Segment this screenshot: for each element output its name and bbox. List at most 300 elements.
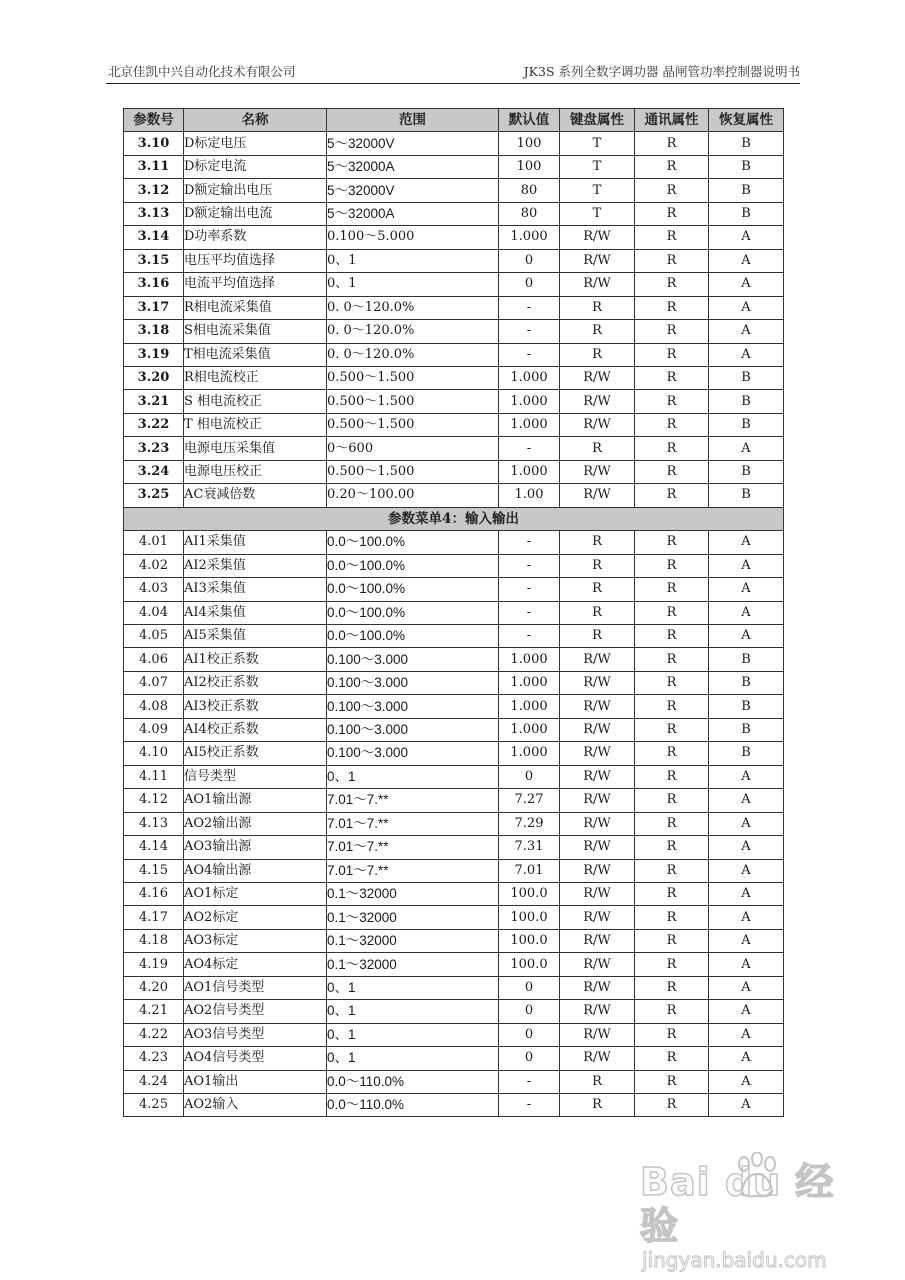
table-row bbox=[124, 742, 784, 765]
param-range-cell: 0.100～3.000 bbox=[327, 648, 499, 671]
param-no-cell: 4.14 bbox=[124, 836, 184, 859]
keyboard-attr-cell: R/W bbox=[560, 460, 635, 483]
param-range-cell: 0. 0～120.0% bbox=[327, 343, 499, 366]
keyboard-attr-cell: R bbox=[560, 601, 635, 624]
table-row bbox=[124, 554, 784, 577]
restore-attr-cell: B bbox=[709, 132, 784, 155]
param-no-cell: 3.22 bbox=[124, 413, 184, 436]
param-range-cell: 0. 0～120.0% bbox=[327, 320, 499, 343]
table-row bbox=[124, 882, 784, 905]
param-range-cell: 7.01～7.** bbox=[327, 836, 499, 859]
param-range-cell: 0.0～110.0% bbox=[327, 1094, 499, 1117]
keyboard-attr-cell: R/W bbox=[560, 413, 635, 436]
param-default-cell: 1.000 bbox=[499, 695, 560, 718]
param-range-cell: 0.0～100.0% bbox=[327, 601, 499, 624]
comm-attr-cell: R bbox=[635, 789, 709, 812]
param-no-cell: 4.24 bbox=[124, 1070, 184, 1093]
restore-attr-cell: A bbox=[709, 226, 784, 249]
param-no-cell: 4.22 bbox=[124, 1023, 184, 1046]
keyboard-attr-cell: R/W bbox=[560, 366, 635, 389]
comm-attr-cell: R bbox=[635, 531, 709, 554]
param-default-cell: 1.000 bbox=[499, 648, 560, 671]
comm-attr-cell: R bbox=[635, 695, 709, 718]
keyboard-attr-cell: R/W bbox=[560, 484, 635, 507]
param-no-cell: 3.13 bbox=[124, 202, 184, 225]
param-default-cell: 1.000 bbox=[499, 390, 560, 413]
table-row bbox=[124, 343, 784, 366]
comm-attr-cell: R bbox=[635, 976, 709, 999]
keyboard-attr-cell: R bbox=[560, 1094, 635, 1117]
restore-attr-cell: A bbox=[709, 1023, 784, 1046]
param-range-cell: 5～32000A bbox=[327, 155, 499, 178]
param-range-cell: 0、1 bbox=[327, 1023, 499, 1046]
param-default-cell: - bbox=[499, 1094, 560, 1117]
comm-attr-cell: R bbox=[635, 273, 709, 296]
param-no-cell: 3.10 bbox=[124, 132, 184, 155]
param-name-cell: AO2输出源 bbox=[184, 812, 327, 835]
restore-attr-cell: B bbox=[709, 390, 784, 413]
param-default-cell: 0 bbox=[499, 765, 560, 788]
keyboard-attr-cell: R/W bbox=[560, 742, 635, 765]
keyboard-attr-cell: T bbox=[560, 155, 635, 178]
param-no-cell: 3.12 bbox=[124, 179, 184, 202]
param-default-cell: - bbox=[499, 1070, 560, 1093]
keyboard-attr-cell: R/W bbox=[560, 1047, 635, 1070]
param-name-cell: D标定电压 bbox=[184, 132, 327, 155]
restore-attr-cell: A bbox=[709, 765, 784, 788]
column-header-keyboard-attr: 键盘属性 bbox=[560, 109, 635, 132]
table-row bbox=[124, 648, 784, 671]
param-range-cell: 0.100～3.000 bbox=[327, 742, 499, 765]
param-default-cell: 100.0 bbox=[499, 882, 560, 905]
keyboard-attr-cell: R/W bbox=[560, 953, 635, 976]
keyboard-attr-cell: R/W bbox=[560, 390, 635, 413]
param-name-cell: AI4校正系数 bbox=[184, 718, 327, 741]
restore-attr-cell: B bbox=[709, 742, 784, 765]
param-no-cell: 3.25 bbox=[124, 484, 184, 507]
table-row bbox=[124, 953, 784, 976]
comm-attr-cell: R bbox=[635, 812, 709, 835]
table-row bbox=[124, 273, 784, 296]
table-row bbox=[124, 929, 784, 952]
param-no-cell: 4.17 bbox=[124, 906, 184, 929]
param-no-cell: 4.01 bbox=[124, 531, 184, 554]
param-name-cell: AI5采集值 bbox=[184, 624, 327, 647]
keyboard-attr-cell: R bbox=[560, 554, 635, 577]
param-name-cell: AO2信号类型 bbox=[184, 1000, 327, 1023]
table-row bbox=[124, 437, 784, 460]
param-range-cell: 0、1 bbox=[327, 1000, 499, 1023]
param-range-cell: 0.100～3.000 bbox=[327, 695, 499, 718]
table-row bbox=[124, 531, 784, 554]
table-row bbox=[124, 859, 784, 882]
param-range-cell: 0.100～3.000 bbox=[327, 718, 499, 741]
param-default-cell: 1.000 bbox=[499, 413, 560, 436]
param-name-cell: AI2采集值 bbox=[184, 554, 327, 577]
param-range-cell: 5～32000V bbox=[327, 179, 499, 202]
param-default-cell: - bbox=[499, 601, 560, 624]
keyboard-attr-cell: T bbox=[560, 132, 635, 155]
param-name-cell: R相电流采集值 bbox=[184, 296, 327, 319]
keyboard-attr-cell: R bbox=[560, 437, 635, 460]
restore-attr-cell: A bbox=[709, 976, 784, 999]
comm-attr-cell: R bbox=[635, 1070, 709, 1093]
param-name-cell: 信号类型 bbox=[184, 765, 327, 788]
company-name: 北京佳凯中兴自动化技术有限公司 bbox=[108, 64, 296, 79]
comm-attr-cell: R bbox=[635, 390, 709, 413]
comm-attr-cell: R bbox=[635, 484, 709, 507]
table-row bbox=[124, 695, 784, 718]
comm-attr-cell: R bbox=[635, 1094, 709, 1117]
restore-attr-cell: A bbox=[709, 1094, 784, 1117]
param-range-cell: 0、1 bbox=[327, 765, 499, 788]
param-range-cell: 0.500～1.500 bbox=[327, 366, 499, 389]
param-default-cell: 1.00 bbox=[499, 484, 560, 507]
restore-attr-cell: B bbox=[709, 366, 784, 389]
param-range-cell: 7.01～7.** bbox=[327, 812, 499, 835]
table-row bbox=[124, 1023, 784, 1046]
param-name-cell: AO1输出源 bbox=[184, 789, 327, 812]
keyboard-attr-cell: R/W bbox=[560, 929, 635, 952]
restore-attr-cell: B bbox=[709, 695, 784, 718]
param-no-cell: 4.19 bbox=[124, 953, 184, 976]
param-range-cell: 0.1～32000 bbox=[327, 906, 499, 929]
column-header-param-no: 参数号 bbox=[124, 109, 184, 132]
param-default-cell: - bbox=[499, 624, 560, 647]
table-row bbox=[124, 249, 784, 272]
param-no-cell: 3.19 bbox=[124, 343, 184, 366]
keyboard-attr-cell: R/W bbox=[560, 789, 635, 812]
param-range-cell: 0.500～1.500 bbox=[327, 390, 499, 413]
restore-attr-cell: B bbox=[709, 179, 784, 202]
param-no-cell: 4.02 bbox=[124, 554, 184, 577]
table-header-row bbox=[124, 109, 784, 132]
restore-attr-cell: A bbox=[709, 953, 784, 976]
param-name-cell: AO1信号类型 bbox=[184, 976, 327, 999]
paw-icon bbox=[732, 1152, 782, 1200]
table-row bbox=[124, 1070, 784, 1093]
keyboard-attr-cell: R bbox=[560, 578, 635, 601]
column-header-comm-attr: 通讯属性 bbox=[635, 109, 709, 132]
comm-attr-cell: R bbox=[635, 578, 709, 601]
comm-attr-cell: R bbox=[635, 859, 709, 882]
restore-attr-cell: A bbox=[709, 578, 784, 601]
restore-attr-cell: A bbox=[709, 1000, 784, 1023]
param-default-cell: 0 bbox=[499, 249, 560, 272]
comm-attr-cell: R bbox=[635, 929, 709, 952]
restore-attr-cell: B bbox=[709, 202, 784, 225]
param-name-cell: S相电流采集值 bbox=[184, 320, 327, 343]
table-row bbox=[124, 601, 784, 624]
comm-attr-cell: R bbox=[635, 296, 709, 319]
param-no-cell: 3.11 bbox=[124, 155, 184, 178]
param-no-cell: 4.13 bbox=[124, 812, 184, 835]
keyboard-attr-cell: R/W bbox=[560, 836, 635, 859]
table-row bbox=[124, 155, 784, 178]
param-range-cell: 0.20～100.00 bbox=[327, 484, 499, 507]
param-range-cell: 0.0～110.0% bbox=[327, 1070, 499, 1093]
param-default-cell: 7.31 bbox=[499, 836, 560, 859]
comm-attr-cell: R bbox=[635, 320, 709, 343]
param-range-cell: 0. 0～120.0% bbox=[327, 296, 499, 319]
keyboard-attr-cell: R bbox=[560, 343, 635, 366]
table-row bbox=[124, 1000, 784, 1023]
param-no-cell: 4.07 bbox=[124, 671, 184, 694]
param-default-cell: 0 bbox=[499, 1047, 560, 1070]
keyboard-attr-cell: R/W bbox=[560, 1023, 635, 1046]
restore-attr-cell: A bbox=[709, 1047, 784, 1070]
param-no-cell: 4.23 bbox=[124, 1047, 184, 1070]
page-header bbox=[106, 62, 800, 84]
param-default-cell: 80 bbox=[499, 179, 560, 202]
param-range-cell: 0.100～5.000 bbox=[327, 226, 499, 249]
table-row bbox=[124, 390, 784, 413]
param-name-cell: D额定输出电流 bbox=[184, 202, 327, 225]
restore-attr-cell: B bbox=[709, 155, 784, 178]
table-row bbox=[124, 976, 784, 999]
baidu-jingyan-watermark bbox=[640, 1160, 870, 1272]
param-range-cell: 0.500～1.500 bbox=[327, 413, 499, 436]
comm-attr-cell: R bbox=[635, 413, 709, 436]
keyboard-attr-cell: R/W bbox=[560, 249, 635, 272]
restore-attr-cell: B bbox=[709, 648, 784, 671]
param-name-cell: AO2标定 bbox=[184, 906, 327, 929]
keyboard-attr-cell: R bbox=[560, 624, 635, 647]
comm-attr-cell: R bbox=[635, 648, 709, 671]
table-row bbox=[124, 132, 784, 155]
keyboard-attr-cell: R/W bbox=[560, 648, 635, 671]
param-name-cell: T 相电流校正 bbox=[184, 413, 327, 436]
param-default-cell: 100 bbox=[499, 155, 560, 178]
param-no-cell: 3.23 bbox=[124, 437, 184, 460]
comm-attr-cell: R bbox=[635, 1047, 709, 1070]
param-range-cell: 0、1 bbox=[327, 1047, 499, 1070]
param-range-cell: 0～600 bbox=[327, 437, 499, 460]
param-no-cell: 4.12 bbox=[124, 789, 184, 812]
param-default-cell: 1.000 bbox=[499, 742, 560, 765]
table-row bbox=[124, 671, 784, 694]
param-name-cell: AI3校正系数 bbox=[184, 695, 327, 718]
comm-attr-cell: R bbox=[635, 671, 709, 694]
param-name-cell: S 相电流校正 bbox=[184, 390, 327, 413]
keyboard-attr-cell: R/W bbox=[560, 906, 635, 929]
param-name-cell: 电压平均值选择 bbox=[184, 249, 327, 272]
comm-attr-cell: R bbox=[635, 155, 709, 178]
restore-attr-cell: A bbox=[709, 812, 784, 835]
keyboard-attr-cell: R/W bbox=[560, 765, 635, 788]
param-no-cell: 3.15 bbox=[124, 249, 184, 272]
restore-attr-cell: A bbox=[709, 296, 784, 319]
param-default-cell: 7.29 bbox=[499, 812, 560, 835]
keyboard-attr-cell: R/W bbox=[560, 976, 635, 999]
param-name-cell: AO4标定 bbox=[184, 953, 327, 976]
param-no-cell: 4.03 bbox=[124, 578, 184, 601]
param-name-cell: AI5校正系数 bbox=[184, 742, 327, 765]
param-default-cell: - bbox=[499, 343, 560, 366]
restore-attr-cell: A bbox=[709, 343, 784, 366]
comm-attr-cell: R bbox=[635, 882, 709, 905]
restore-attr-cell: B bbox=[709, 413, 784, 436]
keyboard-attr-cell: R/W bbox=[560, 1000, 635, 1023]
restore-attr-cell: A bbox=[709, 836, 784, 859]
table-row bbox=[124, 366, 784, 389]
restore-attr-cell: A bbox=[709, 624, 784, 647]
param-name-cell: 电流平均值选择 bbox=[184, 273, 327, 296]
section-header-row bbox=[124, 507, 784, 530]
restore-attr-cell: B bbox=[709, 484, 784, 507]
table-row bbox=[124, 320, 784, 343]
param-default-cell: 1.000 bbox=[499, 226, 560, 249]
param-range-cell: 0.100～3.000 bbox=[327, 671, 499, 694]
param-default-cell: 7.01 bbox=[499, 859, 560, 882]
param-no-cell: 4.10 bbox=[124, 742, 184, 765]
param-name-cell: AO1标定 bbox=[184, 882, 327, 905]
param-default-cell: 80 bbox=[499, 202, 560, 225]
param-range-cell: 0.0～100.0% bbox=[327, 531, 499, 554]
param-no-cell: 4.15 bbox=[124, 859, 184, 882]
restore-attr-cell: A bbox=[709, 859, 784, 882]
param-range-cell: 0.1～32000 bbox=[327, 929, 499, 952]
comm-attr-cell: R bbox=[635, 554, 709, 577]
table-row bbox=[124, 718, 784, 741]
param-default-cell: - bbox=[499, 296, 560, 319]
param-no-cell: 3.20 bbox=[124, 366, 184, 389]
keyboard-attr-cell: R bbox=[560, 1070, 635, 1093]
param-no-cell: 3.14 bbox=[124, 226, 184, 249]
table-body bbox=[124, 132, 784, 1117]
restore-attr-cell: B bbox=[709, 718, 784, 741]
table-row bbox=[124, 1094, 784, 1117]
keyboard-attr-cell: R/W bbox=[560, 859, 635, 882]
comm-attr-cell: R bbox=[635, 765, 709, 788]
restore-attr-cell: A bbox=[709, 531, 784, 554]
table-row bbox=[124, 296, 784, 319]
param-name-cell: D标定电流 bbox=[184, 155, 327, 178]
param-default-cell: 1.000 bbox=[499, 718, 560, 741]
comm-attr-cell: R bbox=[635, 906, 709, 929]
param-no-cell: 4.11 bbox=[124, 765, 184, 788]
comm-attr-cell: R bbox=[635, 437, 709, 460]
keyboard-attr-cell: R/W bbox=[560, 226, 635, 249]
table-row bbox=[124, 1047, 784, 1070]
column-header-range: 范围 bbox=[327, 109, 499, 132]
table-row bbox=[124, 202, 784, 225]
param-name-cell: AO3标定 bbox=[184, 929, 327, 952]
comm-attr-cell: R bbox=[635, 226, 709, 249]
param-default-cell: 0 bbox=[499, 1000, 560, 1023]
param-default-cell: 100.0 bbox=[499, 929, 560, 952]
param-range-cell: 7.01～7.** bbox=[327, 789, 499, 812]
keyboard-attr-cell: R/W bbox=[560, 671, 635, 694]
column-header-name: 名称 bbox=[184, 109, 327, 132]
comm-attr-cell: R bbox=[635, 624, 709, 647]
restore-attr-cell: A bbox=[709, 601, 784, 624]
param-default-cell: - bbox=[499, 437, 560, 460]
param-name-cell: T相电流采集值 bbox=[184, 343, 327, 366]
watermark-logo: Bai du 经验 bbox=[640, 1160, 835, 1248]
param-name-cell: AO4输出源 bbox=[184, 859, 327, 882]
comm-attr-cell: R bbox=[635, 742, 709, 765]
param-no-cell: 4.16 bbox=[124, 882, 184, 905]
param-name-cell: AI2校正系数 bbox=[184, 671, 327, 694]
param-no-cell: 4.09 bbox=[124, 718, 184, 741]
param-no-cell: 3.21 bbox=[124, 390, 184, 413]
param-no-cell: 4.08 bbox=[124, 695, 184, 718]
param-name-cell: 电源电压采集值 bbox=[184, 437, 327, 460]
keyboard-attr-cell: R/W bbox=[560, 695, 635, 718]
param-default-cell: 100 bbox=[499, 132, 560, 155]
param-name-cell: AI1校正系数 bbox=[184, 648, 327, 671]
param-default-cell: 100.0 bbox=[499, 953, 560, 976]
param-default-cell: 0 bbox=[499, 976, 560, 999]
param-no-cell: 4.05 bbox=[124, 624, 184, 647]
param-no-cell: 4.20 bbox=[124, 976, 184, 999]
param-no-cell: 4.25 bbox=[124, 1094, 184, 1117]
table-row bbox=[124, 624, 784, 647]
param-no-cell: 3.16 bbox=[124, 273, 184, 296]
param-name-cell: AI4采集值 bbox=[184, 601, 327, 624]
param-name-cell: AI3采集值 bbox=[184, 578, 327, 601]
comm-attr-cell: R bbox=[635, 249, 709, 272]
comm-attr-cell: R bbox=[635, 202, 709, 225]
param-range-cell: 0.0～100.0% bbox=[327, 624, 499, 647]
table-row bbox=[124, 484, 784, 507]
parameter-table bbox=[123, 108, 784, 1117]
comm-attr-cell: R bbox=[635, 1000, 709, 1023]
param-default-cell: - bbox=[499, 531, 560, 554]
keyboard-attr-cell: R/W bbox=[560, 812, 635, 835]
param-name-cell: AO4信号类型 bbox=[184, 1047, 327, 1070]
param-no-cell: 3.18 bbox=[124, 320, 184, 343]
param-name-cell: AO1输出 bbox=[184, 1070, 327, 1093]
keyboard-attr-cell: R bbox=[560, 531, 635, 554]
param-name-cell: D功率系数 bbox=[184, 226, 327, 249]
watermark-url: jingyan.baidu.com bbox=[642, 1248, 827, 1272]
param-name-cell: AO3输出源 bbox=[184, 836, 327, 859]
param-no-cell: 3.17 bbox=[124, 296, 184, 319]
param-range-cell: 0、1 bbox=[327, 273, 499, 296]
param-range-cell: 0.0～100.0% bbox=[327, 578, 499, 601]
param-default-cell: 1.000 bbox=[499, 671, 560, 694]
restore-attr-cell: A bbox=[709, 554, 784, 577]
keyboard-attr-cell: T bbox=[560, 202, 635, 225]
param-range-cell: 5～32000A bbox=[327, 202, 499, 225]
table-row bbox=[124, 179, 784, 202]
table-row bbox=[124, 413, 784, 436]
restore-attr-cell: A bbox=[709, 789, 784, 812]
param-default-cell: 0 bbox=[499, 273, 560, 296]
param-range-cell: 0、1 bbox=[327, 249, 499, 272]
restore-attr-cell: A bbox=[709, 437, 784, 460]
param-default-cell: 0 bbox=[499, 1023, 560, 1046]
param-default-cell: 7.27 bbox=[499, 789, 560, 812]
param-name-cell: R相电流校正 bbox=[184, 366, 327, 389]
param-default-cell: 1.000 bbox=[499, 460, 560, 483]
table-row bbox=[124, 765, 784, 788]
param-name-cell: AC衰减倍数 bbox=[184, 484, 327, 507]
param-default-cell: 1.000 bbox=[499, 366, 560, 389]
restore-attr-cell: A bbox=[709, 929, 784, 952]
comm-attr-cell: R bbox=[635, 132, 709, 155]
restore-attr-cell: A bbox=[709, 882, 784, 905]
column-header-restore-attr: 恢复属性 bbox=[709, 109, 784, 132]
keyboard-attr-cell: R/W bbox=[560, 273, 635, 296]
restore-attr-cell: A bbox=[709, 320, 784, 343]
comm-attr-cell: R bbox=[635, 179, 709, 202]
param-no-cell: 4.18 bbox=[124, 929, 184, 952]
param-no-cell: 4.04 bbox=[124, 601, 184, 624]
param-range-cell: 0、1 bbox=[327, 976, 499, 999]
